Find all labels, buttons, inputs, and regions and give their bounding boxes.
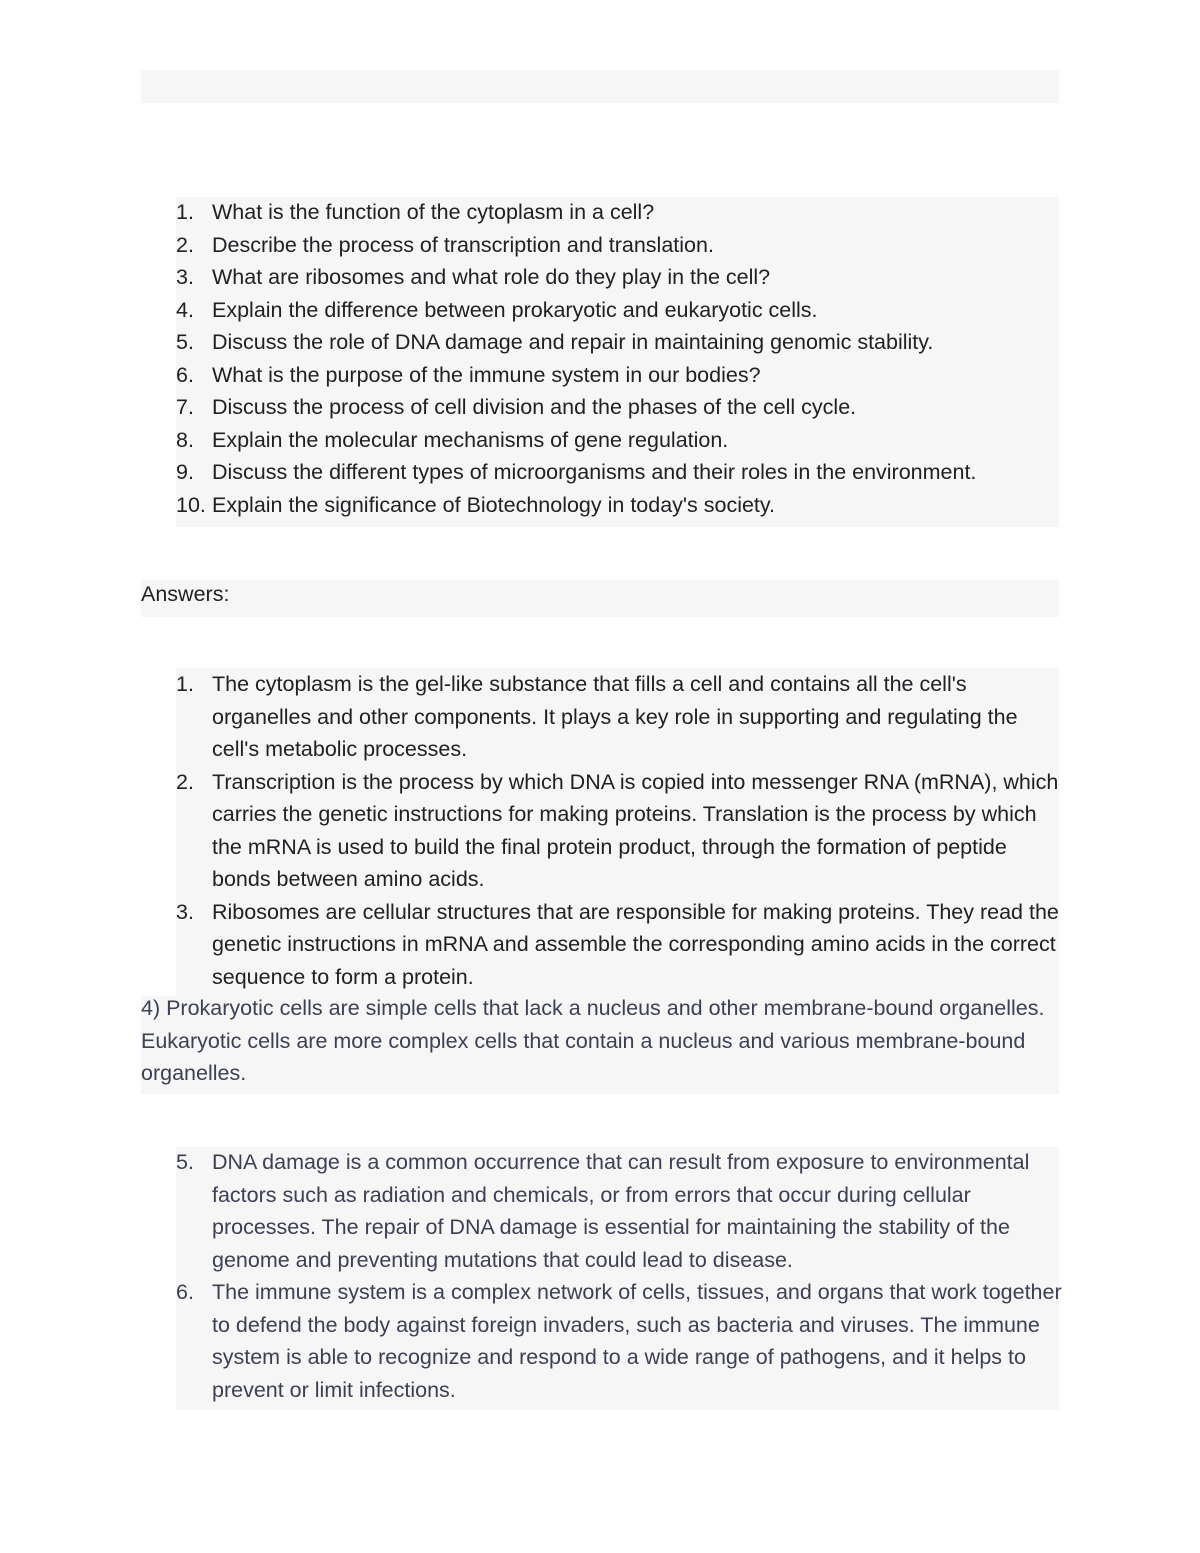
answers-list	[176, 1146, 1062, 1406]
question-text: Explain the difference between prokaryotic and eukaryotic cells.	[212, 297, 818, 322]
question-item	[176, 196, 1066, 229]
question-item	[176, 261, 1066, 294]
answer-text: The cytoplasm is the gel-like substance that fills a cell and contains all the cell's organelles and other components. It plays a key role in supporting and regulating the cell's metabolic processes.	[212, 672, 1018, 761]
answer-item	[176, 1146, 1062, 1276]
answer-4-prefix: 4)	[141, 996, 167, 1020]
question-number: 1.	[176, 200, 194, 224]
question-item	[176, 326, 1066, 359]
answers-list	[176, 668, 1062, 993]
question-item	[176, 489, 1066, 522]
question-text: Explain the molecular mechanisms of gene regulation.	[212, 427, 729, 452]
questions-list	[176, 196, 1066, 521]
question-text: What is the function of the cytoplasm in a cell?	[212, 200, 655, 224]
question-item	[176, 229, 1066, 262]
answer-item	[176, 896, 1062, 994]
question-item	[176, 456, 1066, 489]
answer-number: 2.	[176, 769, 194, 794]
question-text: Discuss the different types of microorganisms and their roles in the environment.	[212, 460, 977, 484]
answer-item	[176, 668, 1062, 766]
answer-item	[176, 766, 1062, 896]
question-text: What is the purpose of the immune system in our bodies?	[212, 362, 761, 387]
answer-text: Ribosomes are cellular structures that are responsible for making proteins. They read the genetic instructions in mRNA and assemble the corresponding amino acids in the correct sequence to form a protein.	[212, 899, 1059, 989]
question-number: 4.	[176, 297, 194, 322]
answer-number: 5.	[176, 1150, 194, 1174]
question-item	[176, 294, 1066, 327]
question-item	[176, 391, 1066, 424]
question-text: Describe the process of transcription and translation.	[212, 232, 714, 257]
question-text: Discuss the process of cell division and the phases of the cell cycle.	[212, 395, 857, 419]
answer-item	[176, 1276, 1062, 1406]
answer-text: Transcription is the process by which DNA is copied into messenger RNA (mRNA), which carries the genetic instructions for making proteins. Translation is the process by which the mRNA is used to build the final protein product, through the formation of peptide bonds between amino acids.	[212, 769, 1059, 891]
question-item	[176, 424, 1066, 457]
question-number: 9.	[176, 460, 194, 484]
question-text: Explain the significance of Biotechnology in today's society.	[212, 492, 776, 517]
question-item	[176, 359, 1066, 392]
answer-4-text: Prokaryotic cells are simple cells that lack a nucleus and other membrane-bound organelles. Eukaryotic cells are more complex cells that contain a nucleus and various membrane-bound organelles.	[141, 996, 1045, 1085]
header-band	[141, 70, 1059, 103]
answer-number: 6.	[176, 1280, 194, 1304]
answer-text: DNA damage is a common occurrence that can result from exposure to environmental factors such as radiation and chemicals, or from errors that occur during cellular processes. The repair of DNA damage is essential for maintaining the stability of the genome and preventing mutations that could lead to disease.	[212, 1150, 1030, 1272]
answer-number: 1.	[176, 672, 194, 696]
answer-text: The immune system is a complex network of cells, tissues, and organs that work together to defend the body against foreign invaders, such as bacteria and viruses. The immune system is able to recognize and respond to a wide range of pathogens, and it helps to prevent or limit infections.	[212, 1280, 1062, 1402]
answers-label-band	[141, 580, 1059, 617]
question-number: 7.	[176, 395, 194, 419]
question-number: 2.	[176, 232, 194, 257]
answer-4-paragraph	[141, 992, 1059, 1090]
question-number: 3.	[176, 265, 194, 289]
question-number: 5.	[176, 330, 194, 354]
question-number: 8.	[176, 427, 194, 452]
question-text: What are ribosomes and what role do they play in the cell?	[212, 265, 771, 289]
question-number: 6.	[176, 362, 194, 387]
question-text: Discuss the role of DNA damage and repair in maintaining genomic stability.	[212, 330, 934, 354]
answer-number: 3.	[176, 899, 194, 924]
answers-heading: Answers:	[141, 582, 230, 606]
question-number: 10.	[176, 492, 206, 517]
